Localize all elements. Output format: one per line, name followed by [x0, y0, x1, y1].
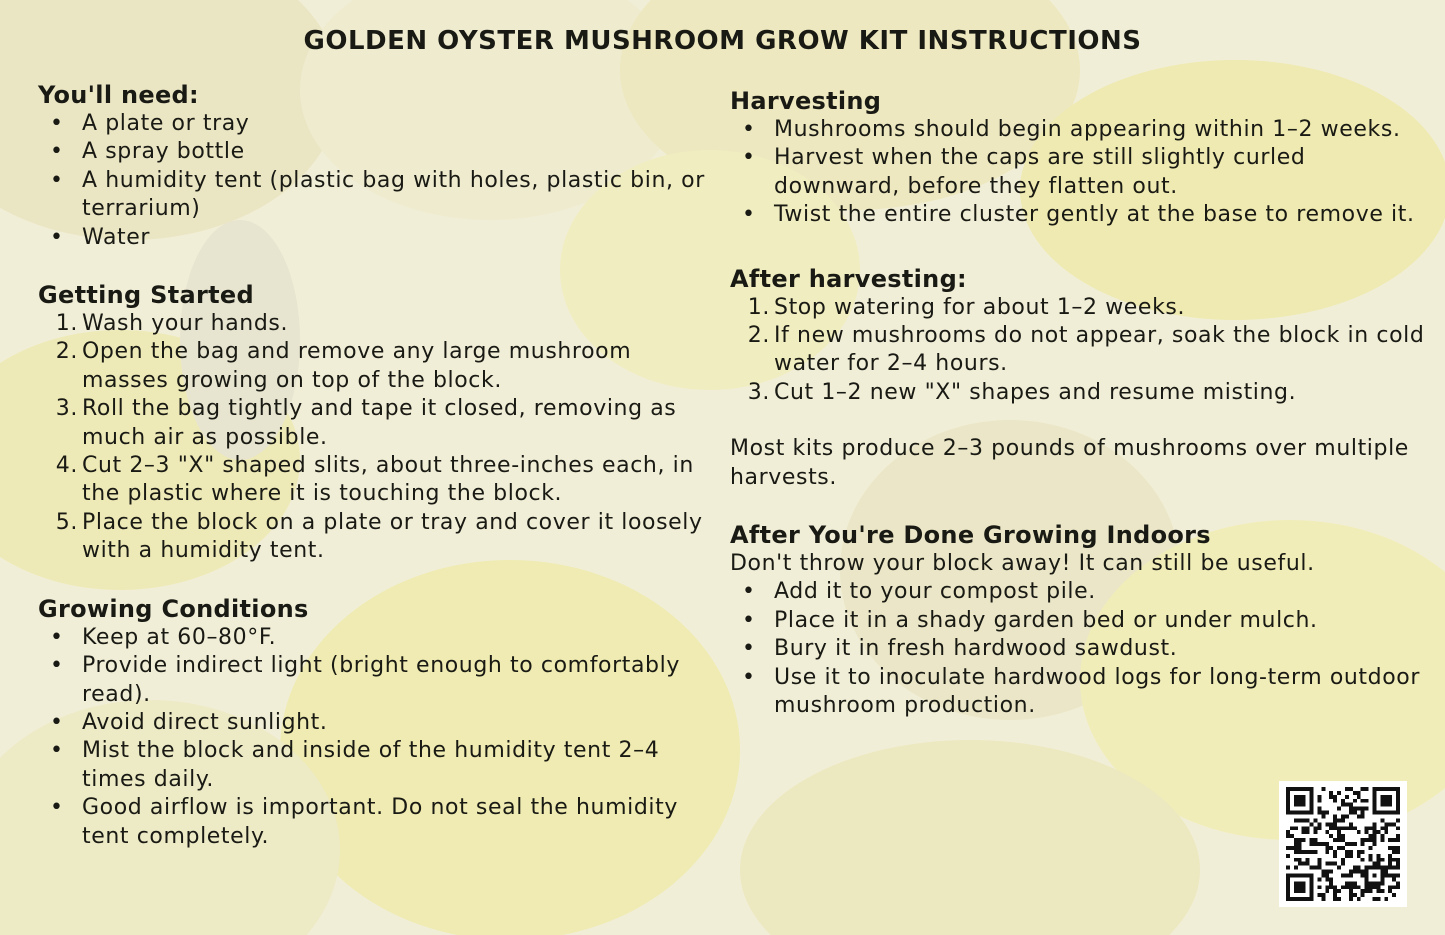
list-item: • Good airflow is important. Do not seal the humidity tent completely. — [38, 794, 718, 851]
list-item: • Place it in a shady garden bed or under mulch. — [730, 607, 1430, 635]
list-item — [38, 395, 718, 452]
list-item — [730, 379, 1430, 407]
after-harvesting-section — [730, 264, 1430, 408]
getting-started-heading: Getting Started — [38, 281, 254, 310]
list-item: • A humidity tent (plastic bag with holes, plastic bin, or terrarium) — [38, 167, 718, 224]
step-text: Open the bag and remove any large mushroom masses growing on top of the block. — [82, 339, 632, 393]
list-item: • Provide indirect light (bright enough to comfortably read). — [38, 652, 718, 709]
list-item: • Water — [38, 224, 718, 252]
list-item — [730, 322, 1430, 379]
yield-section — [730, 435, 1430, 492]
step-text: Roll the bag tightly and tape it closed, removing as much air as possible. — [82, 396, 677, 450]
getting-started-section — [38, 280, 718, 566]
harvesting-section — [730, 86, 1430, 230]
step-number: 5. — [55, 509, 78, 535]
step-text: Cut 2–3 "X" shaped slits, about three-inches each, in the plastic where it is touching the block. — [82, 453, 694, 507]
after-done-heading: After You're Done Growing Indoors — [730, 521, 1211, 550]
yield-note: Most kits produce 2–3 pounds of mushrooms over multiple harvests. — [730, 436, 1409, 490]
page-title: GOLDEN OYSTER MUSHROOM GROW KIT INSTRUCTIONS — [303, 26, 1142, 56]
step-text: If new mushrooms do not appear, soak the block in cold water for 2–4 hours. — [774, 323, 1425, 377]
step-number: 2. — [747, 323, 770, 349]
step-text: Cut 1–2 new "X" shapes and resume misting. — [774, 379, 1297, 405]
list-item: • A spray bottle — [38, 138, 718, 166]
list-item: • Bury it in fresh hardwood sawdust. — [730, 635, 1430, 663]
after-harvesting-steps — [730, 294, 1430, 408]
list-item: • Harvest when the caps are still slightly curled downward, before they flatten out. — [730, 144, 1430, 201]
step-text: Wash your hands. — [82, 311, 289, 337]
needs-section — [38, 80, 718, 252]
step-number: 1. — [55, 311, 78, 337]
step-number: 4. — [55, 453, 78, 479]
after-done-intro: Don't throw your block away! It can still be useful. — [730, 551, 1315, 577]
after-done-section — [730, 520, 1430, 720]
list-item: • A plate or tray — [38, 110, 718, 138]
list-item: • Mushrooms should begin appearing within 1–2 weeks. — [730, 116, 1430, 144]
step-text: Stop watering for about 1–2 weeks. — [774, 294, 1186, 320]
left-column — [38, 80, 718, 879]
step-number: 3. — [55, 396, 78, 422]
right-column — [730, 80, 1430, 749]
list-item: • Keep at 60–80°F. — [38, 624, 718, 652]
list-item: • Mist the block and inside of the humidity tent 2–4 times daily. — [38, 737, 718, 794]
step-number: 2. — [55, 339, 78, 365]
growing-conditions-list — [38, 624, 718, 851]
after-harvesting-heading: After harvesting: — [730, 264, 967, 293]
list-item: • Add it to your compost pile. — [730, 578, 1430, 606]
needs-list — [38, 110, 718, 252]
growing-conditions-heading: Growing Conditions — [38, 594, 309, 623]
growing-conditions-section — [38, 594, 718, 851]
needs-heading: You'll need: — [38, 81, 199, 109]
list-item — [38, 310, 718, 338]
step-text: Place the block on a plate or tray and cover it loosely with a humidity tent. — [82, 509, 703, 564]
step-number: 1. — [747, 294, 770, 320]
list-item — [38, 452, 718, 509]
list-item — [38, 509, 718, 566]
list-item: • Avoid direct sunlight. — [38, 709, 718, 737]
list-item: • Use it to inoculate hardwood logs for long-term outdoor mushroom production. — [730, 664, 1430, 721]
list-item — [38, 338, 718, 395]
list-item: • Twist the entire cluster gently at the base to remove it. — [730, 201, 1430, 229]
harvesting-list — [730, 116, 1430, 230]
list-item — [730, 294, 1430, 322]
step-number: 3. — [747, 379, 770, 405]
after-done-list — [730, 578, 1430, 720]
qr-code-icon[interactable] — [1279, 781, 1407, 907]
harvesting-heading: Harvesting — [730, 87, 882, 115]
getting-started-steps — [38, 310, 718, 566]
